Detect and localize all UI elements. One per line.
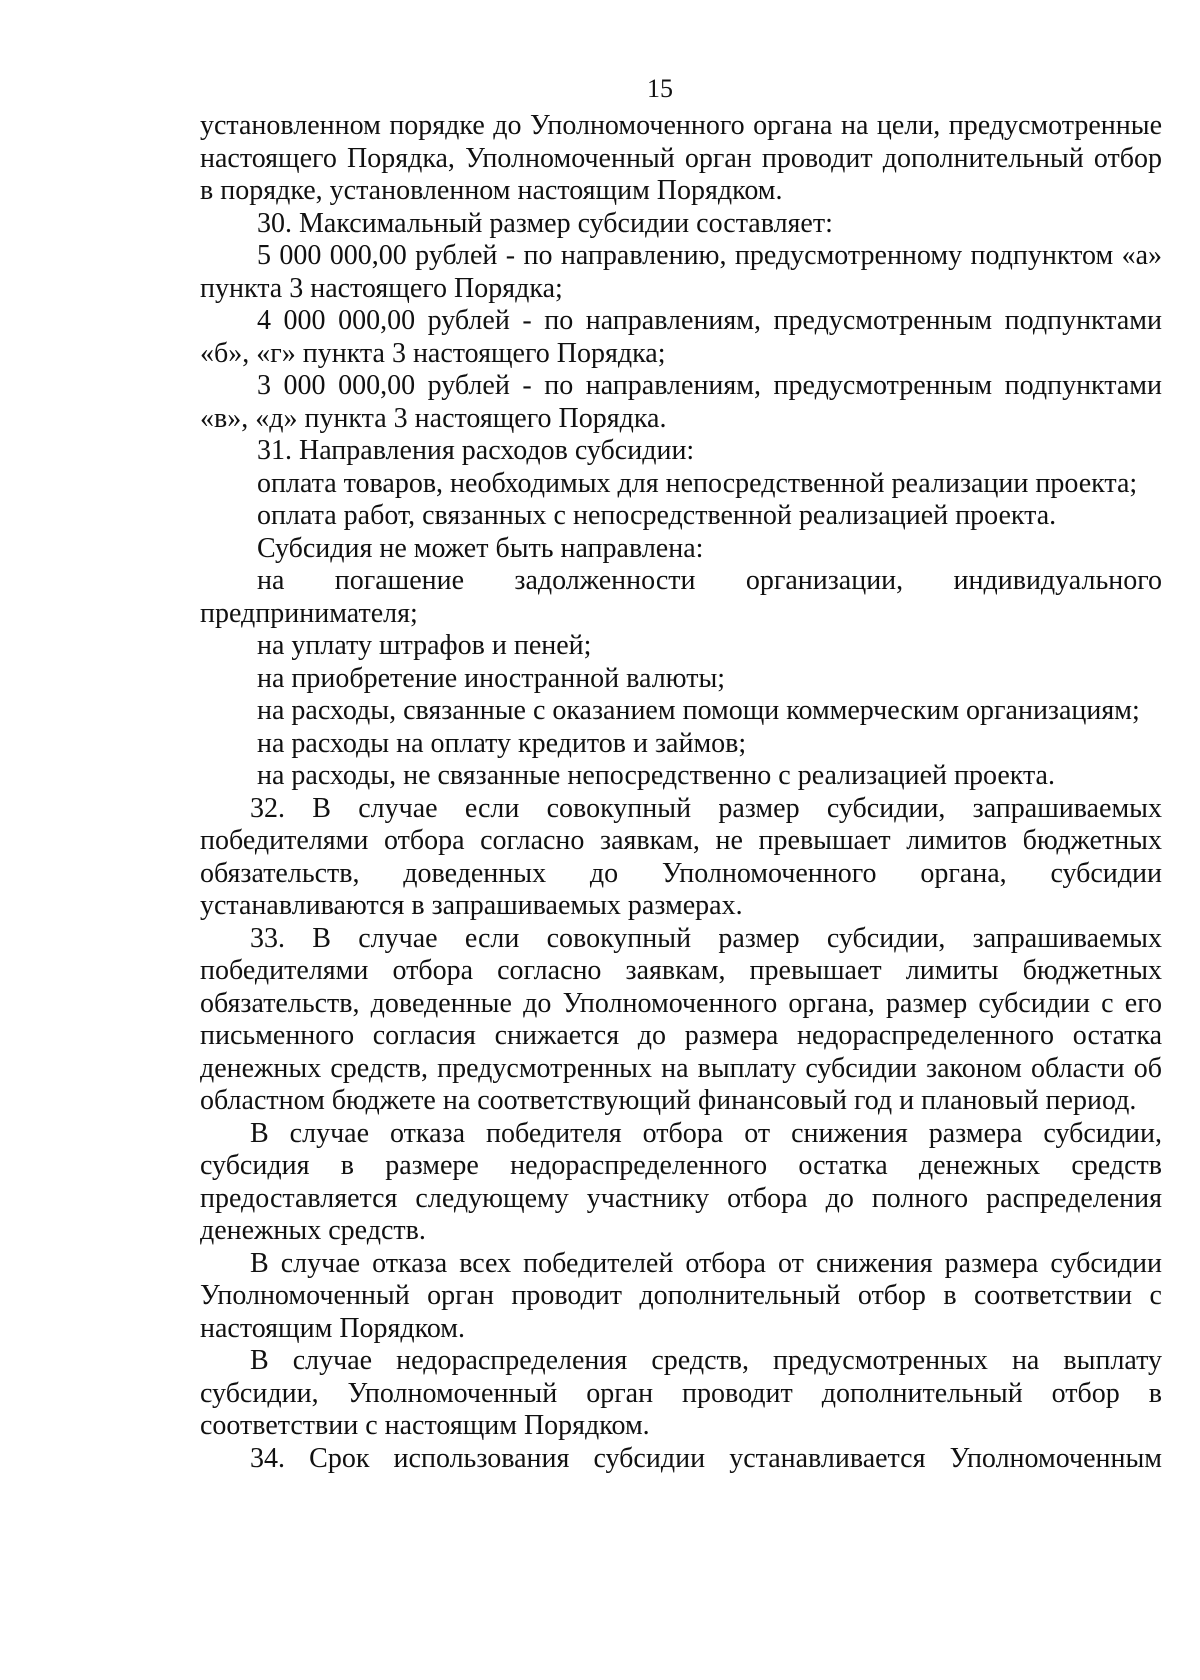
paragraph-restrictions-heading: Субсидия не может быть направлена:	[257, 532, 704, 564]
paragraph-restriction-commercial-help: на расходы, связанные с оказанием помощи коммерческим организациям;	[257, 695, 1140, 726]
paragraph-31-works: оплата работ, связанных с непосредственной реализацией проекта.	[257, 500, 1057, 531]
paragraph-restriction-debt: на погашение задолженности организации, индивидуального предпринимателя;	[200, 565, 1162, 629]
paragraph-31-goods: оплата товаров, необходимых для непосредственной реализации проекта;	[257, 467, 1138, 499]
paragraph-restriction-currency: на приобретение иностранной валюты;	[257, 662, 726, 694]
paragraph-continuation: установленном порядке до Уполномоченного органа на цели, предусмотренные настоящего Порядка, Уполномоченный орган проводит дополнительный отбор в порядке, установленном настоящим Порядком.	[200, 110, 1162, 206]
paragraph-refusal-winner: В случае отказа победителя отбора от снижения размера субсидии, субсидия в размере недораспределенного остатка денежных средств предоставляется следующему участнику отбора до полного распределения денежных средств.	[200, 1117, 1162, 1246]
paragraph-restriction-unrelated: на расходы, не связанные непосредственно с реализацией проекта.	[257, 760, 1055, 791]
paragraph-restriction-credits: на расходы на оплату кредитов и займов;	[257, 727, 747, 759]
page-number: 15	[647, 74, 673, 103]
paragraph-31-heading: 31. Направления расходов субсидии:	[257, 435, 695, 466]
paragraph-30-amount-b-g: 4 000 000,00 рублей - по направлениям, предусмотренным подпунктами «б», «г» пункта 3 настоящего Порядка;	[200, 305, 1162, 369]
document-body	[200, 110, 1162, 1475]
paragraph-34: 34. Срок использования субсидии устанавливается Уполномоченным	[250, 1442, 1162, 1474]
paragraph-30-amount-a: 5 000 000,00 рублей - по направлению, предусмотренному подпунктом «а» пункта 3 настоящего Порядка;	[200, 240, 1162, 304]
paragraph-33: 33. В случае если совокупный размер субсидии, запрашиваемых победителями отбора согласно заявкам, превышает лимиты бюджетных обязательств, доведенные до Уполномоченного органа, размер субсидии с его письменного согласия снижается до размера недораспределенного остатка денежных средств, предусмотренных на выплату субсидии законом области об областном бюджете на соответствующий финансовый год и плановый период.	[200, 922, 1162, 1116]
paragraph-32: 32. В случае если совокупный размер субсидии, запрашиваемых победителями отбора согласно заявкам, не превышает лимитов бюджетных обязательств, доведенных до Уполномоченного органа, субсидии устанавливаются в запрашиваемых размерах.	[200, 792, 1162, 921]
paragraph-30-amount-v-d: 3 000 000,00 рублей - по направлениям, предусмотренным подпунктами «в», «д» пункта 3 настоящего Порядка.	[200, 370, 1162, 434]
paragraph-restriction-fines: на уплату штрафов и пеней;	[257, 630, 592, 661]
paragraph-undistributed-funds: В случае недораспределения средств, предусмотренных на выплату субсидии, Уполномоченный орган проводит дополнительный отбор в соответствии с настоящим Порядком.	[200, 1345, 1162, 1441]
paragraph-30-heading: 30. Максимальный размер субсидии составляет:	[257, 207, 833, 239]
paragraph-refusal-all-winners: В случае отказа всех победителей отбора от снижения размера субсидии Уполномоченный орган проводит дополнительный отбор в соответствии с настоящим Порядком.	[200, 1247, 1162, 1344]
